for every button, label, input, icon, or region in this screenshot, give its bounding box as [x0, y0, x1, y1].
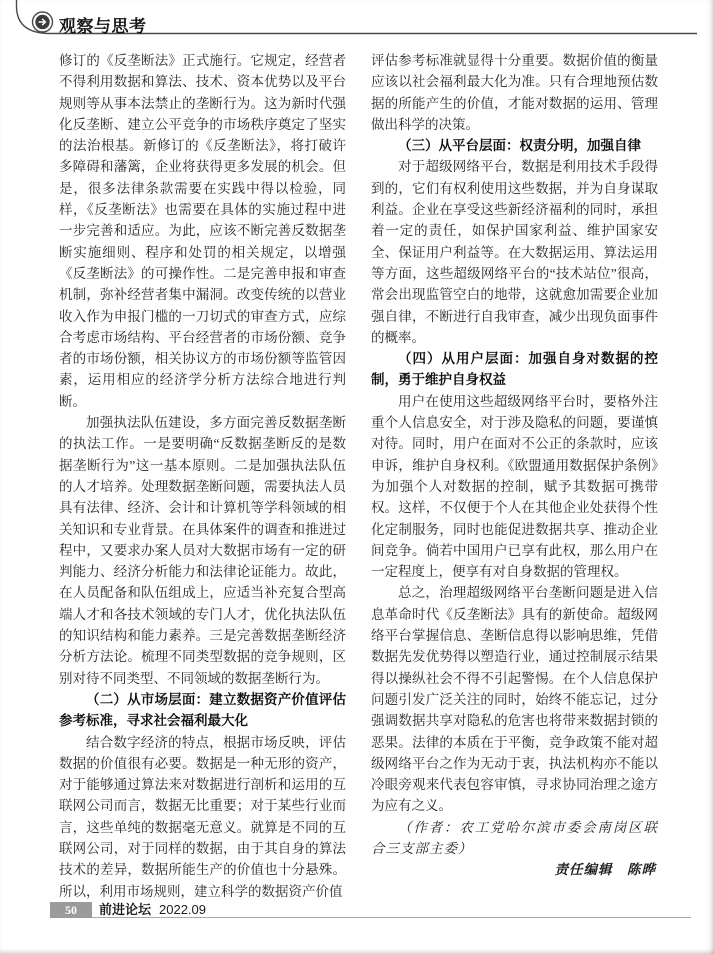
journal-name: 前进论坛: [99, 902, 152, 917]
paragraph: 加强执法队伍建设，多方面完善反数据垄断的执法工作。一是要明确“反数据垄断反的是数据垄断行为”这一基本原则。二是加强执法队伍的人才培养。处理数据垄断问题，需要执法人员具有法律、经济、会计和计算机等学科领域的相关知识和专业背景。在具体案件的调查和推进过程中，又要求办案人员对大数据市场有一定的研判能力、经济分析能力和法律论证能力。故此，在人员配备和队伍组成上，应适当补充复合型高端人才和各技术领域的专门人才，优化执法队伍的知识结构和能力素养。三是完善数据垄断经济分析方法论。梳理不同类型数据的竞争规则，区别对待不同类型、不同领域的数据垄断行为。: [59, 415, 346, 686]
paragraph-continuation: 评估参考标准就显得十分重要。数据价值的衡量应该以社会福利最大化为准。只有合理地预估数据的所能产生的价值，才能对数据的运用、管理做出科学的决策。: [371, 53, 658, 132]
page-number: 50: [65, 903, 77, 917]
paragraph: 用户在使用这些超级网络平台时，要格外注重个人信息安全，对于涉及隐私的问题，要谨慎对待。同时，用户在面对不公正的条款时，应该申诉，维护自身权利。《欧盟通用数据保护条例》为加强个人对数据的控制，赋予其数据可携带权。这样，不仅便于个人在其他企业处获得个性化定制服务，同时也能促进数据共享、推动企业间竞争。倘若中国用户已享有此权，那么用户在一定程度上，便享有对自身数据的管理权。: [371, 393, 658, 580]
left-text-column: [59, 50, 346, 902]
section-header-label: 观察与思考: [59, 17, 147, 36]
subsection-heading-4: （四）从用户层面：加强自身对数据的控制，勇于维护自身权益: [371, 351, 658, 388]
paragraph: 对于超级网络平台，数据是利用技术手段得到的，它们有权利使用这些数据，并为自身谋取利益。企业在享受这些新经济福利的同时，承担着一定的责任，如保护国家利益、维护国家安全、保证用户利益等。在大数据运用、算法运用等方面，这些超级网络平台的“技术站位”很高，常会出现监管空白的地带，这就愈加需要企业加强自律，不断进行自我审查，减少出现负面事件的概率。: [371, 159, 658, 345]
paragraph: 总之，治理超级网络平台垄断问题是进入信息革命时代《反垄断法》具有的新使命。超级网络平台掌握信息、垄断信息得以影响思维，凭借数据先发优势得以塑造行业，通过控制展示结果得以操纵社会不得不引起警惕。在个人信息保护问题引发广泛关注的同时，始终不能忘记，过分强调数据共享对隐私的危害也将带来数据封锁的恶果。法律的本质在于平衡，竞争政策不能对超级网络平台之作为无动于衷，执法机构亦不能以冷眼旁观来代表包容审慎，寻求协同治理之途方为应有之义。: [371, 585, 658, 814]
subsection-heading-3: （三）从平台层面：权责分明，加强自律: [398, 138, 641, 154]
right-text-column: [371, 50, 658, 881]
arrow-right-circle-icon: [33, 12, 53, 32]
page-number-badge: [50, 902, 92, 918]
subsection-heading-2: （二）从市场层面：建立数据资产价值评估参考标准，寻求社会福利最大化: [59, 691, 346, 729]
responsible-editor-line: 责任编辑 陈晔: [554, 862, 656, 878]
author-note: （作者：农工党哈尔滨市委会南岗区联合三支部主委）: [371, 819, 658, 856]
paragraph: 结合数字经济的特点，根据市场反映，评估数据的价值很有必要。数据是一种无形的资产，对于能够通过算法来对数据进行剖析和运用的互联网公司而言，数据无比重要；对于某些行业而言，这些单纯的数据毫无意义。就算是不同的互联网公司，对于同样的数据，由于其自身的算法技术的差异，数据所能生产的价值也十分悬殊。所以，利用市场规则，建立科学的数据资产价值: [59, 734, 346, 899]
paragraph-continuation: 修订的《反垄断法》正式施行。它规定，经营者不得利用数据和算法、技术、资本优势以及平台规则等从事本法禁止的垄断行为。这为新时代强化反垄断、建立公平竞争的市场秩序奠定了坚实的法治根基。新修订的《反垄断法》，将打破许多障碍和藩篱，企业将获得更多发展的机会。但是，很多法律条款需要在实践中得以检验，同样，《反垄断法》也需要在具体的实施过程中进一步完善和适应。为此，应该不断完善反数据垄断实施细则、程序和处罚的相关规定，以增强《反垄断法》的可操作性。二是完善申报和审查机制，弥补经营者集中漏洞。改变传统的以营业收入作为申报门槛的一刀切式的审查方式，应综合考虑市场结构、平台经营者的市场份额、竞争者的市场份额，相关协议方的市场份额等监管因素，运用相应的经济学分析方法综合地进行判断。: [59, 53, 346, 409]
journal-issue: 2022.09: [159, 902, 206, 917]
